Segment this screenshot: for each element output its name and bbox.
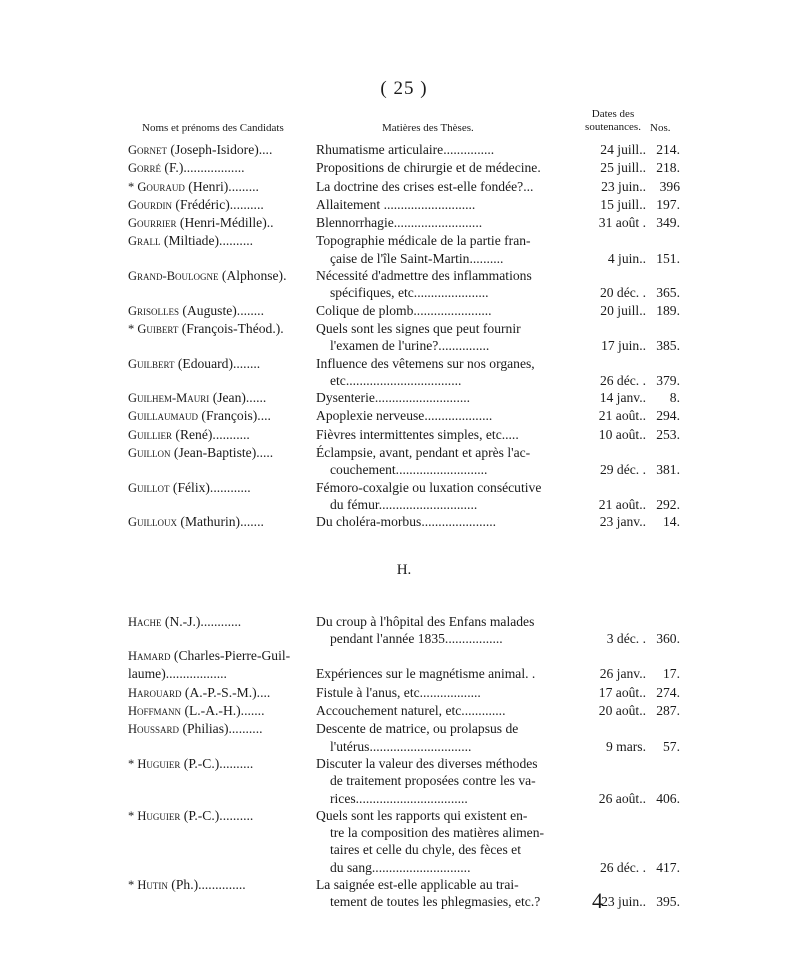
section-letter: H. <box>396 561 412 578</box>
candidate-name <box>128 479 316 514</box>
candidate-name <box>128 876 316 911</box>
thesis-line <box>316 320 680 337</box>
candidate-given-name: (N.-J.)............ <box>161 613 242 629</box>
thesis-title: Discuter la valeur des diverses méthodes <box>316 755 538 771</box>
defense-date <box>576 755 646 772</box>
candidate-surname: Guilloux <box>128 515 178 530</box>
thesis-number <box>646 824 680 841</box>
thesis-line <box>316 355 680 372</box>
candidate-name <box>128 389 316 407</box>
thesis-title: Topographie médicale de la partie fran- <box>316 233 531 249</box>
thesis-content <box>316 684 680 702</box>
thesis-number: 274. <box>656 684 680 700</box>
thesis-number: 395. <box>656 894 680 910</box>
thesis-title: Blennorrhagie.......................... <box>316 215 483 231</box>
defense-date <box>576 267 646 284</box>
thesis-title: Rhumatisme articulaire............... <box>316 142 495 157</box>
thesis-line <box>316 479 680 496</box>
section-h-entries <box>128 613 680 911</box>
defense-date <box>576 613 646 630</box>
candidate-name <box>128 214 316 232</box>
entry-row <box>128 407 680 425</box>
entry-row <box>128 807 680 876</box>
candidate-given-name: (Henri-Médille).. <box>176 215 274 231</box>
entry-row <box>128 426 680 444</box>
thesis-title: La saignée est-elle applicable au trai- <box>316 876 519 892</box>
column-headers <box>128 108 680 138</box>
thesis-line <box>316 141 680 158</box>
defense-date: 23 juin.. <box>601 894 646 910</box>
thesis-number <box>646 876 680 893</box>
thesis-title: pendant l'année 1835................. <box>330 630 503 646</box>
thesis-title: Du choléra-morbus...................... <box>316 514 497 530</box>
thesis-line <box>316 407 680 424</box>
thesis-line <box>316 461 680 478</box>
thesis-line <box>316 159 680 176</box>
entry-row <box>128 702 680 720</box>
candidate-given-name: (A.-P.-S.-M.).... <box>181 684 271 700</box>
thesis-title: de traitement proposées contre les va- <box>330 773 536 789</box>
defense-date: 23 janv.. <box>599 514 646 530</box>
header-dates-line1: Dates des <box>591 108 635 120</box>
thesis-title: Accouchement naturel, etc............. <box>316 703 506 719</box>
thesis-content <box>316 214 680 232</box>
thesis-content <box>316 426 680 444</box>
header-dates <box>576 108 650 134</box>
candidate-given-name: (Philias).......... <box>179 721 263 737</box>
defense-date <box>576 720 646 737</box>
thesis-title: Fémoro-coxalgie ou luxation consécutive <box>316 479 542 495</box>
thesis-number: 287. <box>656 703 680 719</box>
thesis-number: 253. <box>656 426 680 442</box>
candidate-surname: Guillier <box>128 427 173 442</box>
defense-date: 29 déc. . <box>599 462 646 478</box>
thesis-line <box>316 859 680 876</box>
thesis-line <box>316 630 680 647</box>
thesis-number <box>646 232 680 249</box>
thesis-number: 379. <box>656 372 680 388</box>
thesis-title: Nécessité d'admettre des inflammations <box>316 268 532 284</box>
thesis-line <box>316 389 680 406</box>
thesis-line <box>316 613 680 630</box>
defense-date: 31 août . <box>598 215 646 231</box>
candidate-name <box>128 302 316 320</box>
defense-date: 21 août.. <box>598 496 646 512</box>
candidate-given-name: (Charles-Pierre-Guil- <box>170 648 291 664</box>
defense-date: 15 juill.. <box>600 196 646 212</box>
defense-date: 10 août.. <box>598 426 646 442</box>
defense-date: 3 déc. . <box>606 630 646 646</box>
thesis-title: Colique de plomb....................... <box>316 302 492 318</box>
thesis-number <box>646 267 680 284</box>
thesis-content <box>316 876 680 911</box>
thesis-title: Influence des vêtemens sur nos organes, <box>316 355 535 371</box>
thesis-line <box>316 337 680 354</box>
thesis-content <box>316 267 680 302</box>
thesis-title: l'utérus.............................. <box>330 738 472 754</box>
thesis-content <box>316 178 680 196</box>
candidate-surname: * Gouraud <box>128 179 185 194</box>
defense-date: 20 juill.. <box>600 302 646 318</box>
candidate-given-name: (Joseph-Isidore).... <box>167 142 273 157</box>
thesis-content <box>316 647 680 665</box>
thesis-number <box>646 807 680 824</box>
thesis-title: l'examen de l'urine?............... <box>330 338 490 354</box>
entry-row <box>128 178 680 196</box>
thesis-line <box>316 284 680 301</box>
thesis-line <box>316 876 680 893</box>
thesis-title: spécifiques, etc...................... <box>330 285 489 301</box>
thesis-content <box>316 159 680 177</box>
thesis-line <box>316 702 680 719</box>
thesis-title: Propositions de chirurgie et de médecine. <box>316 160 541 176</box>
entry-row <box>128 720 680 755</box>
entry-row <box>128 267 680 302</box>
thesis-content <box>316 407 680 425</box>
thesis-line <box>316 214 680 231</box>
thesis-content <box>316 665 680 683</box>
entry-row <box>128 389 680 407</box>
candidate-name <box>128 355 316 390</box>
thesis-content <box>316 755 680 807</box>
candidate-name <box>128 755 316 807</box>
thesis-content <box>316 302 680 320</box>
candidate-given-name: laume).................. <box>128 666 227 682</box>
header-number: Nos. <box>650 122 671 134</box>
thesis-number: 8. <box>669 390 680 406</box>
candidate-name <box>128 407 316 425</box>
thesis-number <box>646 755 680 772</box>
candidate-surname: Gourrier <box>128 216 177 231</box>
thesis-content <box>316 479 680 514</box>
candidate-surname: Guillon <box>128 446 171 461</box>
thesis-title: Du croup à l'hôpital des Enfans malades <box>316 613 535 629</box>
candidate-given-name: (Frédéric).......... <box>172 196 264 212</box>
candidate-surname: Gornet <box>128 143 168 157</box>
thesis-number: 294. <box>656 408 680 424</box>
candidate-surname: Grand-Boulogne <box>128 269 219 284</box>
candidate-surname: Guillaumaud <box>128 409 199 424</box>
thesis-line <box>316 755 680 772</box>
thesis-line <box>316 684 680 701</box>
thesis-line <box>316 250 680 267</box>
candidate-given-name: (F.).................. <box>161 160 245 176</box>
entry-row <box>128 302 680 320</box>
defense-date: 24 juill.. <box>600 142 646 157</box>
candidate-surname: Gourdin <box>128 197 173 212</box>
thesis-content <box>316 513 680 531</box>
defense-date: 9 mars. <box>605 738 646 754</box>
candidate-given-name: (René)........... <box>172 426 250 442</box>
header-dates-line2: soutenances. <box>585 121 641 133</box>
thesis-title: taires et celle du chyle, des fèces et <box>330 842 521 858</box>
thesis-number: 292. <box>656 496 680 512</box>
candidate-given-name: (François-Théod.). <box>178 320 284 336</box>
candidate-given-name: (Edouard)........ <box>174 355 261 371</box>
candidate-given-name: (Henri)......... <box>184 178 259 194</box>
page-number: ( 25 ) <box>380 78 428 99</box>
thesis-number <box>646 355 680 372</box>
candidate-given-name: (Mathurin)....... <box>177 514 264 530</box>
defense-date <box>576 479 646 496</box>
thesis-title: tre la composition des matières alimen- <box>330 825 545 841</box>
defense-date <box>576 232 646 249</box>
defense-date: 20 déc. . <box>599 285 646 301</box>
thesis-title: Quels sont les rapports qui existent en- <box>316 807 528 823</box>
thesis-number <box>646 613 680 630</box>
defense-date <box>576 772 646 789</box>
entry-row <box>128 214 680 232</box>
entry-row <box>128 513 680 531</box>
thesis-content <box>316 320 680 355</box>
thesis-line <box>316 738 680 755</box>
entry-row <box>128 684 680 702</box>
thesis-title: tement de toutes les phlegmasies, etc.? <box>330 894 541 910</box>
defense-date: 14 janv.. <box>599 390 646 406</box>
thesis-line <box>316 232 680 249</box>
thesis-number: 381. <box>656 462 680 478</box>
candidate-given-name: (Ph.).............. <box>167 876 246 892</box>
thesis-number: 197. <box>656 196 680 212</box>
candidate-surname: * Huguier <box>128 808 181 823</box>
thesis-number: 349. <box>656 215 680 231</box>
thesis-title: rices................................. <box>330 790 468 806</box>
candidate-given-name: (Alphonse). <box>218 268 287 284</box>
candidate-name <box>128 196 316 214</box>
thesis-line <box>316 444 680 461</box>
thesis-line <box>316 513 680 530</box>
thesis-number <box>646 320 680 337</box>
defense-date: 20 août.. <box>598 703 646 719</box>
thesis-number: 57. <box>663 738 680 754</box>
thesis-line <box>316 772 680 789</box>
candidate-name <box>128 647 316 665</box>
entry-row <box>128 444 680 479</box>
candidate-surname: Houssard <box>128 722 180 737</box>
defense-date <box>576 444 646 461</box>
candidate-surname: * Hutin <box>128 877 168 892</box>
thesis-content <box>316 389 680 407</box>
thesis-number: 17. <box>663 666 680 682</box>
thesis-line <box>316 841 680 858</box>
candidate-name <box>128 232 316 267</box>
defense-date: 25 juill.. <box>600 160 646 176</box>
thesis-line <box>316 302 680 319</box>
entry-row <box>128 320 680 355</box>
thesis-number <box>646 444 680 461</box>
thesis-line <box>316 196 680 213</box>
thesis-number: 14. <box>663 514 680 530</box>
signature-mark: 4 <box>592 888 603 913</box>
candidate-surname: Harouard <box>128 685 182 700</box>
candidate-surname: Grisolles <box>128 303 180 318</box>
candidate-name <box>128 426 316 444</box>
defense-date <box>576 876 646 893</box>
thesis-line <box>316 893 680 910</box>
entry-row <box>128 232 680 267</box>
header-name: Noms et prénoms des Candidats <box>142 122 284 134</box>
candidate-surname: Gorré <box>128 161 162 176</box>
thesis-line <box>316 720 680 737</box>
entry-row <box>128 196 680 214</box>
candidate-name <box>128 702 316 720</box>
thesis-title: Fistule à l'anus, etc.................. <box>316 684 481 700</box>
candidate-surname: * Guibert <box>128 321 179 336</box>
thesis-number <box>646 772 680 789</box>
thesis-line <box>316 790 680 807</box>
candidate-given-name: (Auguste)........ <box>179 302 264 318</box>
defense-date <box>576 807 646 824</box>
thesis-line <box>316 665 680 682</box>
defense-date: 21 août.. <box>598 408 646 424</box>
candidate-given-name: (Jean)...... <box>209 390 267 406</box>
entry-row <box>128 647 680 665</box>
thesis-line <box>316 807 680 824</box>
thesis-title: Apoplexie nerveuse.................... <box>316 408 493 424</box>
entry-row <box>128 479 680 514</box>
defense-date: 17 juin.. <box>601 338 646 354</box>
defense-date <box>576 320 646 337</box>
thesis-title: couchement........................... <box>330 462 488 478</box>
defense-date: 26 déc. . <box>599 372 646 388</box>
thesis-content <box>316 232 680 267</box>
thesis-line <box>316 824 680 841</box>
thesis-title: Dysenterie............................ <box>316 390 471 406</box>
thesis-number: 214. <box>656 142 680 157</box>
thesis-number: 396 <box>659 178 680 194</box>
thesis-number: 189. <box>656 302 680 318</box>
entry-row <box>128 141 680 159</box>
candidate-surname: Hamard <box>128 649 171 664</box>
thesis-number <box>646 479 680 496</box>
thesis-title: Allaitement ........................... <box>316 196 476 212</box>
defense-date: 26 déc. . <box>599 859 646 875</box>
thesis-line <box>316 496 680 513</box>
thesis-title: Descente de matrice, ou prolapsus de <box>316 721 519 737</box>
candidate-given-name: (François).... <box>198 408 271 424</box>
candidate-name <box>128 141 316 159</box>
entry-row <box>128 159 680 177</box>
entry-row <box>128 355 680 390</box>
candidate-name <box>128 665 316 683</box>
candidate-name <box>128 267 316 302</box>
thesis-number: 218. <box>656 160 680 176</box>
thesis-number <box>646 720 680 737</box>
thesis-content <box>316 613 680 648</box>
defense-date: 4 juin.. <box>607 250 646 266</box>
candidate-surname: Grall <box>128 234 161 249</box>
thesis-title: Quels sont les signes que peut fournir <box>316 320 521 336</box>
header-matter: Matières des Thèses. <box>382 122 474 134</box>
thesis-title: Expériences sur le magnétisme animal. . <box>316 666 536 682</box>
candidate-name <box>128 320 316 355</box>
thesis-content <box>316 196 680 214</box>
candidate-name <box>128 159 316 177</box>
entry-row <box>128 755 680 807</box>
defense-date: 17 août.. <box>598 684 646 700</box>
thesis-content <box>316 720 680 755</box>
candidate-given-name: (L.-A.-H.)....... <box>181 703 265 719</box>
candidate-given-name: (Miltiade).......... <box>160 233 254 249</box>
candidate-surname: Guilhem-Mauri <box>128 391 210 406</box>
thesis-title: Éclampsie, avant, pendant et après l'ac- <box>316 445 531 461</box>
candidate-surname: Guilbert <box>128 356 175 371</box>
candidate-name <box>128 444 316 479</box>
entry-row <box>128 665 680 683</box>
candidate-given-name: (P.-C.).......... <box>180 755 254 771</box>
candidate-name <box>128 178 316 196</box>
thesis-content <box>316 807 680 876</box>
defense-date: 23 juin.. <box>601 178 646 194</box>
thesis-line <box>316 372 680 389</box>
section-g-entries <box>128 141 680 532</box>
candidate-name <box>128 684 316 702</box>
thesis-title: Fièvres intermittentes simples, etc..... <box>316 426 519 442</box>
defense-date: 26 août.. <box>598 790 646 806</box>
entry-row <box>128 613 680 648</box>
candidate-given-name: (Félix)............ <box>169 479 251 495</box>
thesis-title: La doctrine des crises est-elle fondée?... <box>316 178 534 194</box>
thesis-number: 151. <box>656 250 680 266</box>
candidate-surname: Hoffmann <box>128 704 182 719</box>
candidate-name <box>128 613 316 648</box>
thesis-line <box>316 426 680 443</box>
thesis-content <box>316 702 680 720</box>
defense-date <box>576 824 646 841</box>
thesis-content <box>316 355 680 390</box>
thesis-number: 385. <box>656 338 680 354</box>
thesis-line <box>316 178 680 195</box>
candidate-given-name: (P.-C.).......... <box>180 807 254 823</box>
candidate-given-name: (Jean-Baptiste)..... <box>170 445 274 461</box>
candidate-name <box>128 720 316 755</box>
candidate-surname: * Huguier <box>128 756 181 771</box>
thesis-number <box>646 841 680 858</box>
thesis-content <box>316 141 680 159</box>
thesis-number: 417. <box>656 859 680 875</box>
defense-date: 26 janv.. <box>599 666 646 682</box>
thesis-line <box>316 267 680 284</box>
thesis-content <box>316 444 680 479</box>
candidate-name <box>128 807 316 876</box>
candidate-surname: Guillot <box>128 480 170 495</box>
thesis-title: çaise de l'île Saint-Martin.......... <box>330 250 504 266</box>
thesis-number: 365. <box>656 285 680 301</box>
candidate-name <box>128 513 316 531</box>
thesis-number: 360. <box>656 630 680 646</box>
thesis-number: 406. <box>656 790 680 806</box>
thesis-title: du fémur............................. <box>330 496 478 512</box>
thesis-title: du sang............................. <box>330 859 471 875</box>
defense-date <box>576 841 646 858</box>
thesis-title: etc.................................. <box>330 372 462 388</box>
defense-date <box>576 355 646 372</box>
candidate-surname: Hache <box>128 614 162 629</box>
